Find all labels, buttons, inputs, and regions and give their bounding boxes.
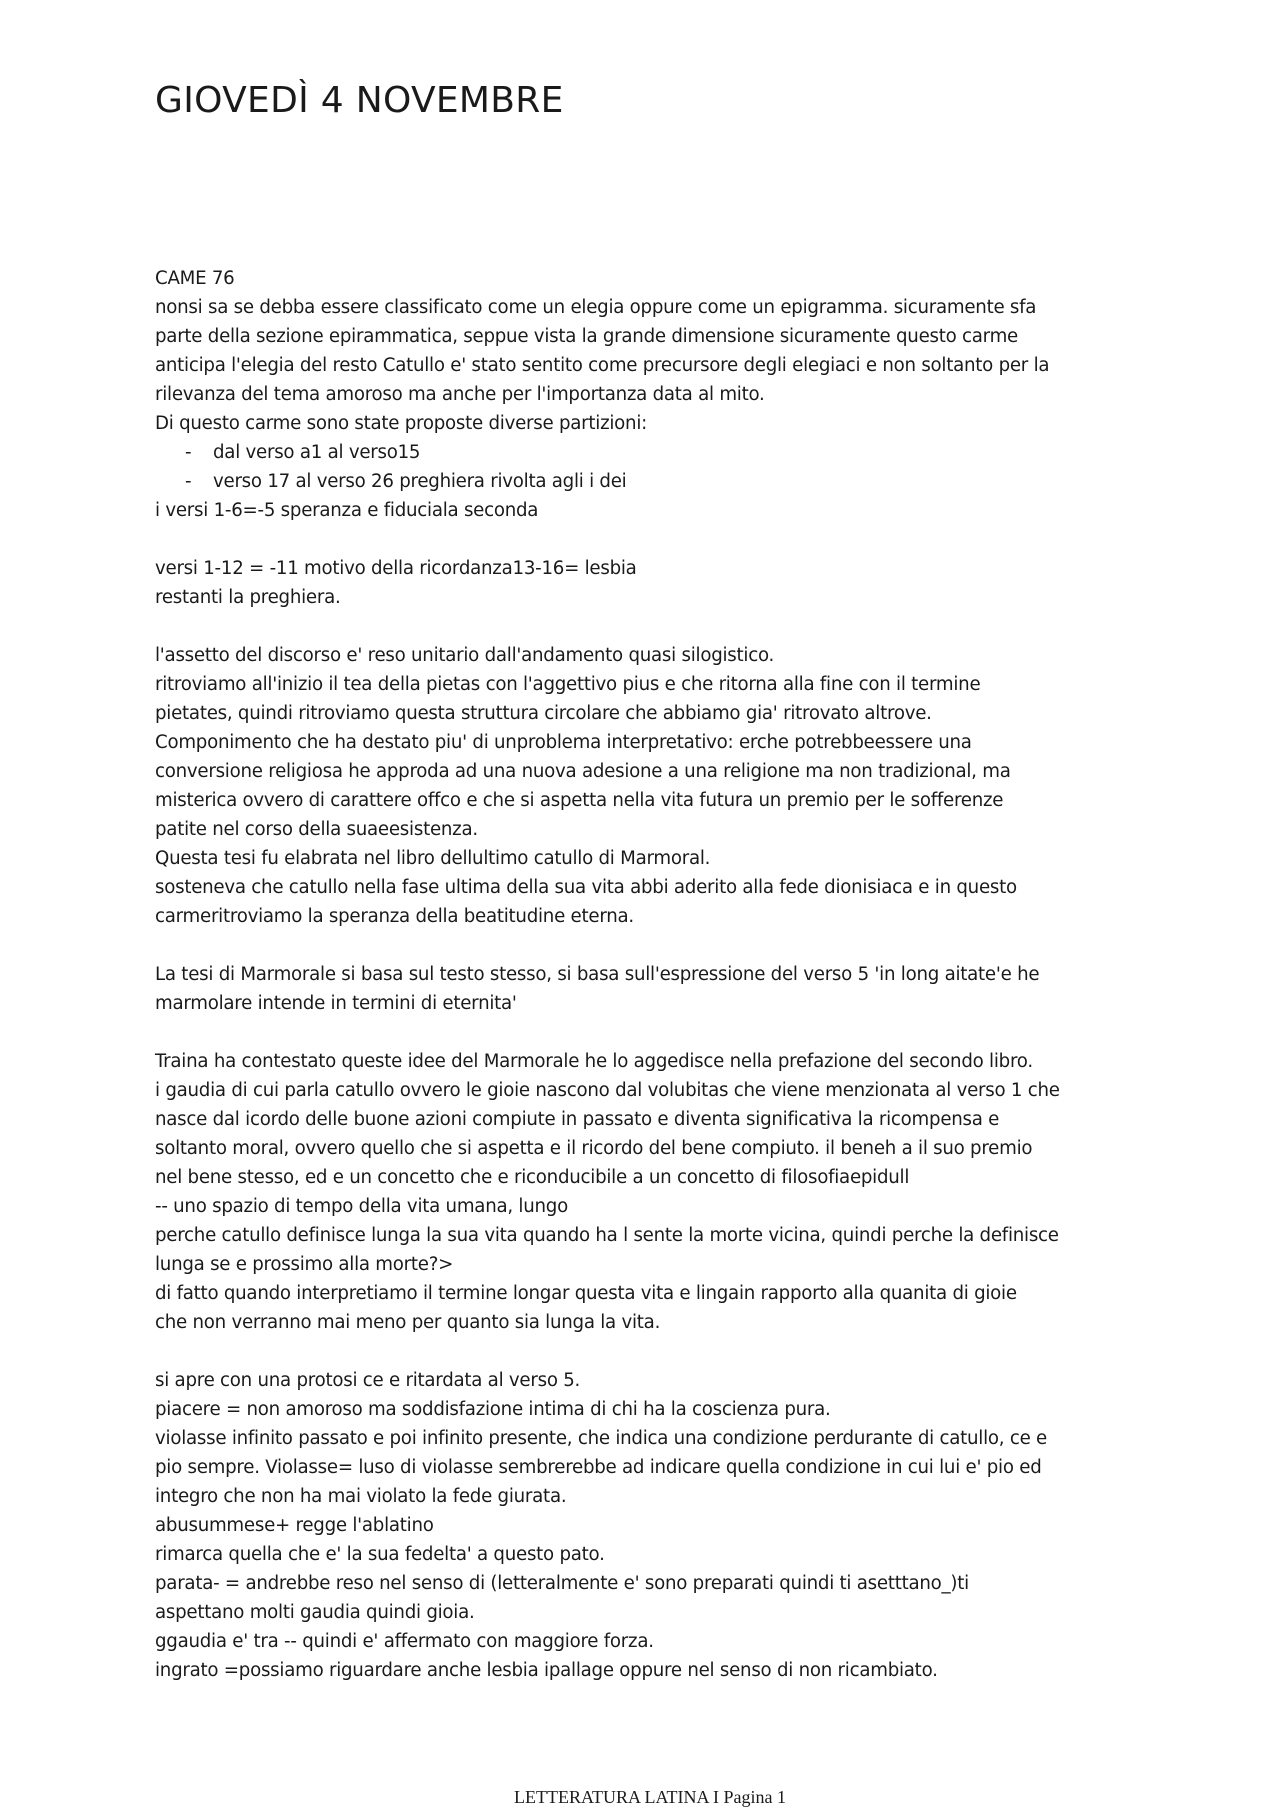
text-line: abusummese+ regge l'ablatino (155, 1515, 434, 1536)
text-line: integro che non ha mai violato la fede giurata. (155, 1486, 567, 1507)
list-marker: - (185, 471, 192, 492)
text-line: restanti la preghiera. (155, 587, 341, 608)
text-line: ingrato =possiamo riguardare anche lesbia ipallage oppure nel senso di non ricambiato. (155, 1660, 938, 1681)
text-line: nel bene stesso, ed e un concetto che e riconducibile a un concetto di filosofiaepidull (155, 1167, 910, 1188)
paragraph-assetto (155, 641, 1165, 931)
section-heading: CAME 76 (155, 268, 235, 289)
text-line: si apre con una protosi ce e ritardata al verso 5. (155, 1370, 581, 1391)
text-line: l'assetto del discorso e' reso unitario dall'andamento quasi silogistico. (155, 645, 775, 666)
paragraph-marmorale (155, 960, 1165, 1018)
text-line: parte della sezione epirammatica, seppue vista la grande dimensione sicuramente questo carme (155, 326, 1018, 347)
text-line: ritroviamo all'inizio il tea della pietas con l'aggettivo pius e che ritorna alla fine con il termine (155, 674, 981, 695)
paragraph-spacer (155, 612, 1165, 641)
text-line: misterica ovvero di carattere offco e che si aspetta nella vita futura un premio per le sofferenze (155, 790, 1004, 811)
paragraph-spacer (155, 525, 1165, 554)
paragraph-protasi (155, 1366, 1165, 1685)
text-line: violasse infinito passato e poi infinito presente, che indica una condizione perdurante di catullo, ce e (155, 1428, 1047, 1449)
text-line: marmolare intende in termini di eternita' (155, 993, 517, 1014)
list-item-text: verso 17 al verso 26 preghiera rivolta agli i dei (213, 471, 627, 492)
text-line: -- uno spazio di tempo della vita umana, lungo (155, 1196, 568, 1217)
paragraph-traina (155, 1047, 1165, 1337)
paragraph-intro (155, 293, 1165, 438)
list-marker: - (185, 442, 192, 463)
text-line: rilevanza del tema amoroso ma anche per l'importanza data al mito. (155, 384, 765, 405)
text-line: i gaudia di cui parla catullo ovvero le gioie nascono dal volubitas che viene menzionata al verso 1 che (155, 1080, 1060, 1101)
text-line: Traina ha contestato queste idee del Marmorale he lo aggedisce nella prefazione del secondo libro. (155, 1051, 1033, 1072)
text-line: pietates, quindi ritroviamo questa struttura circolare che abbiamo gia' ritrovato altrove. (155, 703, 932, 724)
text-line: nonsi sa se debba essere classificato come un elegia oppure come un epigramma. sicuramente sfa (155, 297, 1037, 318)
text-line: carmeritroviamo la speranza della beatitudine eterna. (155, 906, 634, 927)
text-line: lunga se e prossimo alla morte?> (155, 1254, 454, 1275)
text-line: versi 1-12 = -11 motivo della ricordanza13-16= lesbia (155, 558, 637, 579)
text-line: ggaudia e' tra -- quindi e' affermato con maggiore forza. (155, 1631, 654, 1652)
page-title: GIOVEDÌ 4 NOVEMBRE (155, 80, 564, 121)
paragraph-spacer (155, 1337, 1165, 1366)
text-line: parata- = andrebbe reso nel senso di (letteralmente e' sono preparati quindi ti asetttano_)ti (155, 1573, 969, 1594)
notes-body (155, 264, 1165, 1685)
text-line: soltanto moral, ovvero quello che si aspetta e il ricordo del bene compiuto. il beneh a il suo premio (155, 1138, 1033, 1159)
page-footer: LETTERATURA LATINA I Pagina 1 (514, 1787, 786, 1807)
text-line: sosteneva che catullo nella fase ultima della sua vita abbi aderito alla fede dionisiaca e in questo (155, 877, 1017, 898)
list-item (155, 438, 1165, 467)
text-line: rimarca quella che e' la sua fedelta' a questo pato. (155, 1544, 605, 1565)
text-line: che non verranno mai meno per quanto sia lunga la vita. (155, 1312, 661, 1333)
text-line: Questa tesi fu elabrata nel libro dellultimo catullo di Marmoral. (155, 848, 711, 869)
list-item (155, 467, 1165, 496)
text-line: perche catullo definisce lunga la sua vita quando ha l sente la morte vicina, quindi perche la definisce (155, 1225, 1059, 1246)
text-line: nasce dal icordo delle buone azioni compiute in passato e diventa significativa la ricompensa e (155, 1109, 1000, 1130)
text-line: La tesi di Marmorale si basa sul testo stesso, si basa sull'espressione del verso 5 'in long aitate'e he (155, 964, 1040, 985)
text-line: conversione religiosa he approda ad una nuova adesione a una religione ma non tradizional, ma (155, 761, 1011, 782)
text-line: aspettano molti gaudia quindi gioia. (155, 1602, 475, 1623)
text-line: i versi 1-6=-5 speranza e fiduciala seconda (155, 500, 539, 521)
text-line: pio sempre. Violasse= luso di violasse sembrerebbe ad indicare quella condizione in cui lui e' pio ed (155, 1457, 1042, 1478)
text-line: Componimento che ha destato piu' di unproblema interpretativo: erche potrebbeessere una (155, 732, 972, 753)
text-line: patite nel corso della suaeesistenza. (155, 819, 478, 840)
paragraph-versi-1 (155, 496, 1165, 525)
paragraph-spacer (155, 931, 1165, 960)
text-line: di fatto quando interpretiamo il termine longar questa vita e lingain rapporto alla quanita di gioie (155, 1283, 1017, 1304)
paragraph-versi-2 (155, 554, 1165, 612)
paragraph-spacer (155, 1018, 1165, 1047)
text-line: piacere = non amoroso ma soddisfazione intima di chi ha la coscienza pura. (155, 1399, 831, 1420)
text-line: Di questo carme sono state proposte diverse partizioni: (155, 413, 648, 434)
partition-list (155, 438, 1165, 496)
text-line: anticipa l'elegia del resto Catullo e' stato sentito come precursore degli elegiaci e non soltanto per la (155, 355, 1050, 376)
list-item-text: dal verso a1 al verso15 (213, 442, 421, 463)
